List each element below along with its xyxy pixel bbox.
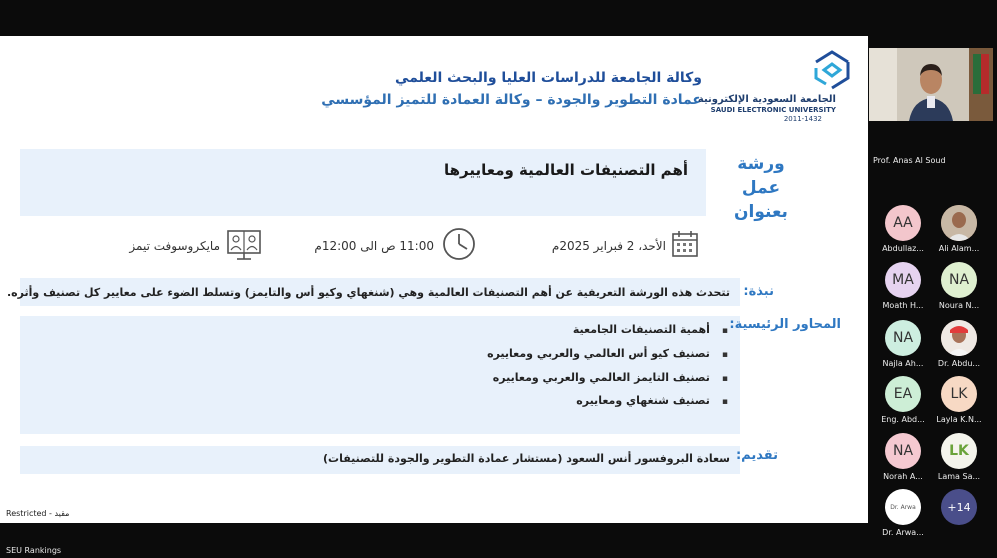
participant-name: Ali Alam... — [938, 244, 980, 253]
summary-text: تتحدث هذه الورشة التعريفية عن أهم التصنيفات العالمية وهي (شنغهاي وكيو أس والتايمز) وتسلط الضوء على معايير كل تصنيف وأثره. — [7, 286, 730, 299]
workshop-platform: مايكروسوفت تيمز — [129, 239, 220, 253]
participant-photo — [941, 320, 977, 356]
presenter-video-image — [869, 48, 993, 121]
participant-tile[interactable] — [875, 376, 931, 424]
axes-label: المحاور الرئيسية: — [729, 317, 841, 332]
participant-avatar: NA — [885, 433, 921, 469]
participant-photo — [941, 205, 977, 241]
header-agency: وكالة الجامعة للدراسات العليا والبحث العلمي — [395, 70, 702, 86]
workshop-label-line1: ورشة عمل — [737, 154, 785, 198]
participant-name: Moath H... — [882, 301, 924, 310]
participant-tile[interactable] — [875, 205, 931, 253]
participant-name: Eng. Abd... — [881, 415, 925, 424]
participant-avatar: EA — [885, 376, 921, 412]
participant-name: Abdullaz... — [882, 244, 924, 253]
logo-year: 2011-1432 — [783, 115, 822, 123]
participant-avatar: LK — [941, 376, 977, 412]
axis-item: ▪ أهمية التصنيفات الجامعية — [573, 323, 728, 336]
seu-logo — [697, 48, 862, 126]
participant-photo-image — [941, 320, 977, 356]
participant-tile[interactable] — [931, 433, 987, 481]
participant-name: Dr. Abdu... — [937, 359, 981, 368]
axis-item: ▪ تصنيف شنغهاي ومعاييره — [576, 394, 728, 407]
participant-avatar: MA — [885, 262, 921, 298]
more-participants-button[interactable] — [931, 489, 987, 525]
seu-logo-icon — [810, 48, 854, 92]
clock-icon — [442, 227, 476, 261]
axis-item: ▪ تصنيف كيو أس العالمي والعربي ومعاييره — [487, 347, 728, 360]
participant-tile[interactable] — [931, 320, 987, 368]
participant-avatar: LK — [941, 433, 977, 469]
participant-name: Layla K.N... — [936, 415, 982, 424]
participant-avatar: NA — [941, 262, 977, 298]
participant-avatar: NA — [885, 320, 921, 356]
participant-name: Lama Sa... — [937, 472, 981, 481]
workshop-date: الأحد، 2 فبراير 2025م — [551, 239, 666, 253]
presenter-text: سعادة البروفسور أنس السعود (مستشار عمادة التطوير والجودة للتصنيفات) — [323, 452, 730, 465]
participant-tile[interactable] — [931, 205, 987, 253]
header-deanship: عمادة التطوير والجودة – وكالة العمادة للتميز المؤسسي — [321, 92, 702, 108]
video-meeting-icon — [226, 229, 262, 261]
axis-item: ▪ تصنيف التايمز العالمي والعربي ومعاييره — [493, 371, 728, 384]
logo-arabic-name: الجامعة السعودية الإلكترونية — [697, 94, 836, 105]
workshop-title: أهم التصنيفات العالمية ومعاييرها — [443, 161, 688, 179]
participant-tile[interactable] — [875, 320, 931, 368]
window-footer-title: SEU Rankings — [6, 546, 62, 555]
participant-avatar: AA — [885, 205, 921, 241]
calendar-icon — [670, 229, 700, 259]
presenter-name: Prof. Anas Al Soud — [873, 156, 946, 165]
workshop-time: 11:00 ص الى 12:00م — [314, 239, 434, 253]
participant-name: Noura N... — [938, 301, 980, 310]
participant-photo-image — [941, 205, 977, 241]
workshop-label — [716, 152, 806, 224]
participant-tile[interactable] — [931, 376, 987, 424]
workshop-label-line2: بعنوان — [734, 202, 788, 222]
summary-label: نبذة: — [743, 284, 774, 299]
participant-tile[interactable] — [931, 262, 987, 310]
presenter-video[interactable] — [869, 48, 993, 121]
participant-name: Dr. Arwa... — [882, 528, 924, 537]
participant-avatar: Dr. Arwa — [885, 489, 921, 525]
more-participants-count: +14 — [941, 489, 977, 525]
participant-name: Norah A... — [883, 472, 923, 481]
participant-tile[interactable] — [875, 489, 931, 537]
participant-tile[interactable] — [875, 433, 931, 481]
restricted-label: Restricted - مقيد — [6, 509, 70, 518]
participant-tile[interactable] — [875, 262, 931, 310]
title-box — [20, 149, 706, 216]
logo-english-name: SAUDI ELECTRONIC UNIVERSITY — [710, 106, 836, 114]
participant-name: Najla Ah... — [882, 359, 924, 368]
presentation-slide — [0, 36, 868, 523]
presenter-label: تقديم: — [735, 448, 778, 463]
